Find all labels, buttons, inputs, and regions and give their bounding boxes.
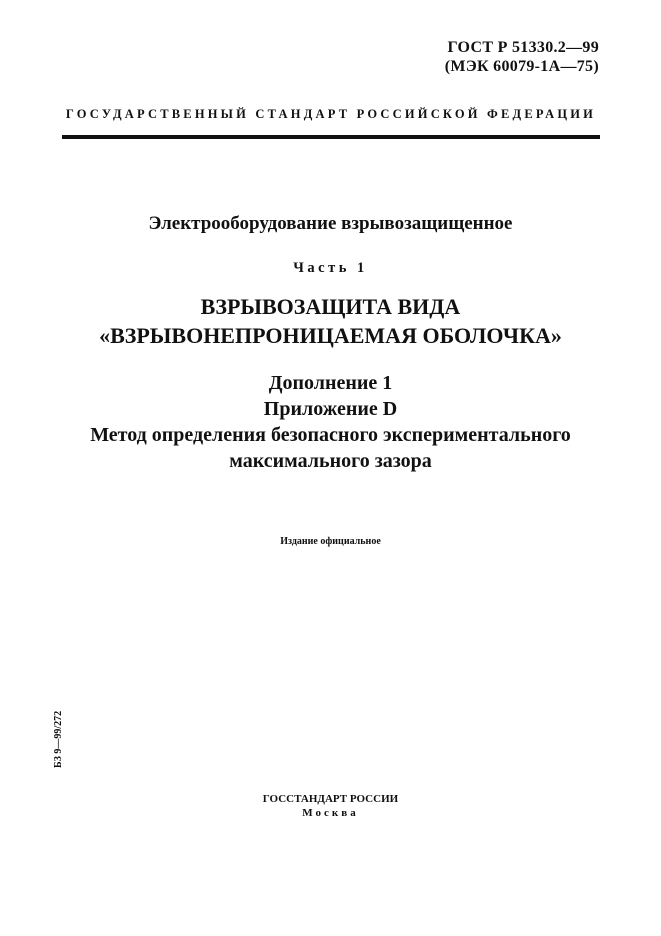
document-code-block [445, 38, 599, 76]
official-edition-label: Издание официальное [280, 536, 381, 547]
state-standard-header: ГОСУДАРСТВЕННЫЙ СТАНДАРТ РОССИЙСКОЙ ФЕДЕРАЦИИ [65, 107, 597, 121]
header-divider [62, 135, 600, 139]
side-registration-code: БЗ 9—99/272 [53, 710, 64, 768]
gost-number: ГОСТ Р 51330.2—99 [447, 39, 599, 56]
main-title: Электрооборудование взрывозащищенное [148, 213, 513, 234]
protection-title [0, 292, 661, 350]
part-label: Часть 1 [293, 260, 368, 276]
publisher-city: Москва [302, 807, 359, 819]
supplement-label: Дополнение 1 [268, 372, 393, 394]
annex-label: Приложение D [263, 398, 398, 420]
method-title-line-2: максимального зазора [229, 450, 432, 472]
publisher-block [0, 792, 661, 820]
method-title-line-1: Метод определения безопасного экспериментального [90, 424, 571, 446]
publisher-name: ГОССТАНДАРТ РОССИИ [262, 793, 399, 805]
protection-title-line-1: ВЗРЫВОЗАЩИТА ВИДА [200, 294, 461, 319]
protection-title-line-2: «ВЗРЫВОНЕПРОНИЦАЕМАЯ ОБОЛОЧКА» [99, 323, 562, 348]
addendum-block [0, 370, 661, 474]
iec-number: (МЭК 60079-1А—75) [444, 58, 599, 75]
